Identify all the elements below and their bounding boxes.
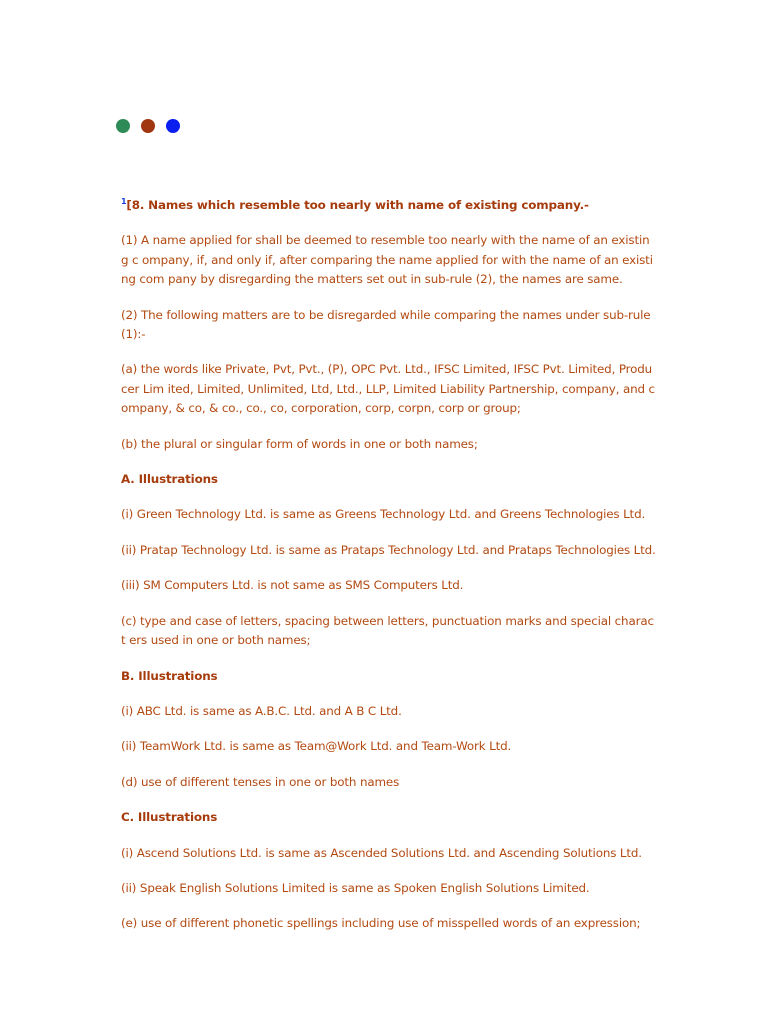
- paragraph-2: (2) The following matters are to be disregarded while comparing the names under sub-rule (1):-: [121, 307, 651, 342]
- brown-dot-icon: [141, 119, 155, 133]
- footnote-mark: 1: [121, 197, 127, 206]
- window-dots: [116, 119, 180, 133]
- blue-dot-icon: [166, 119, 180, 133]
- illustration-b-1: (i) ABC Ltd. is same as A.B.C. Ltd. and A B C Ltd.: [121, 703, 402, 718]
- section-title: [8. Names which resemble too nearly with name of existing company.-: [126, 198, 589, 212]
- green-dot-icon: [116, 119, 130, 133]
- paragraph-b: (b) the plural or singular form of words in one or both names;: [121, 436, 478, 451]
- paragraph-e: (e) use of different phonetic spellings including use of misspelled words of an expression;: [121, 916, 641, 931]
- illustration-a-2: (ii) Pratap Technology Ltd. is same as Prataps Technology Ltd. and Prataps Technologies Ltd.: [121, 542, 656, 557]
- illustration-a-1: (i) Green Technology Ltd. is same as Greens Technology Ltd. and Greens Technologies Ltd.: [121, 507, 646, 522]
- illustrations-c-heading: C. Illustrations: [121, 810, 218, 825]
- section-heading: [116, 192, 656, 215]
- illustration-c-1: (i) Ascend Solutions Ltd. is same as Ascended Solutions Ltd. and Ascending Solutions Ltd.: [121, 845, 642, 860]
- illustration-b-2: (ii) TeamWork Ltd. is same as Team@Work Ltd. and Team-Work Ltd.: [121, 739, 512, 754]
- illustration-c-2: (ii) Speak English Solutions Limited is same as Spoken English Solutions Limited.: [121, 880, 590, 895]
- paragraph-d: (d) use of different tenses in one or both names: [121, 774, 400, 789]
- illustrations-a-heading: A. Illustrations: [121, 472, 218, 487]
- paragraph-c: (c) type and case of letters, spacing between letters, punctuation marks and special charact ers used in one or both names;: [121, 613, 654, 648]
- illustrations-b-heading: B. Illustrations: [121, 668, 218, 683]
- document-body: [116, 192, 656, 950]
- illustration-a-3: (iii) SM Computers Ltd. is not same as SMS Computers Ltd.: [121, 578, 464, 593]
- paragraph-a: (a) the words like Private, Pvt, Pvt., (P), OPC Pvt. Ltd., IFSC Limited, IFSC Pvt. Limited, Producer Lim ited, Limited, Unlimited, Ltd, Ltd., LLP, Limited Liability Partnership, company, and company, & co, & co., co., co, corporation, corp, corpn, corp or group;: [121, 362, 655, 416]
- paragraph-1: (1) A name applied for shall be deemed to resemble too nearly with the name of an existing c ompany, if, and only if, after comparing the name applied for with the name of an existing com pany by disregarding the matters set out in sub-rule (2), the names are same.: [121, 233, 653, 287]
